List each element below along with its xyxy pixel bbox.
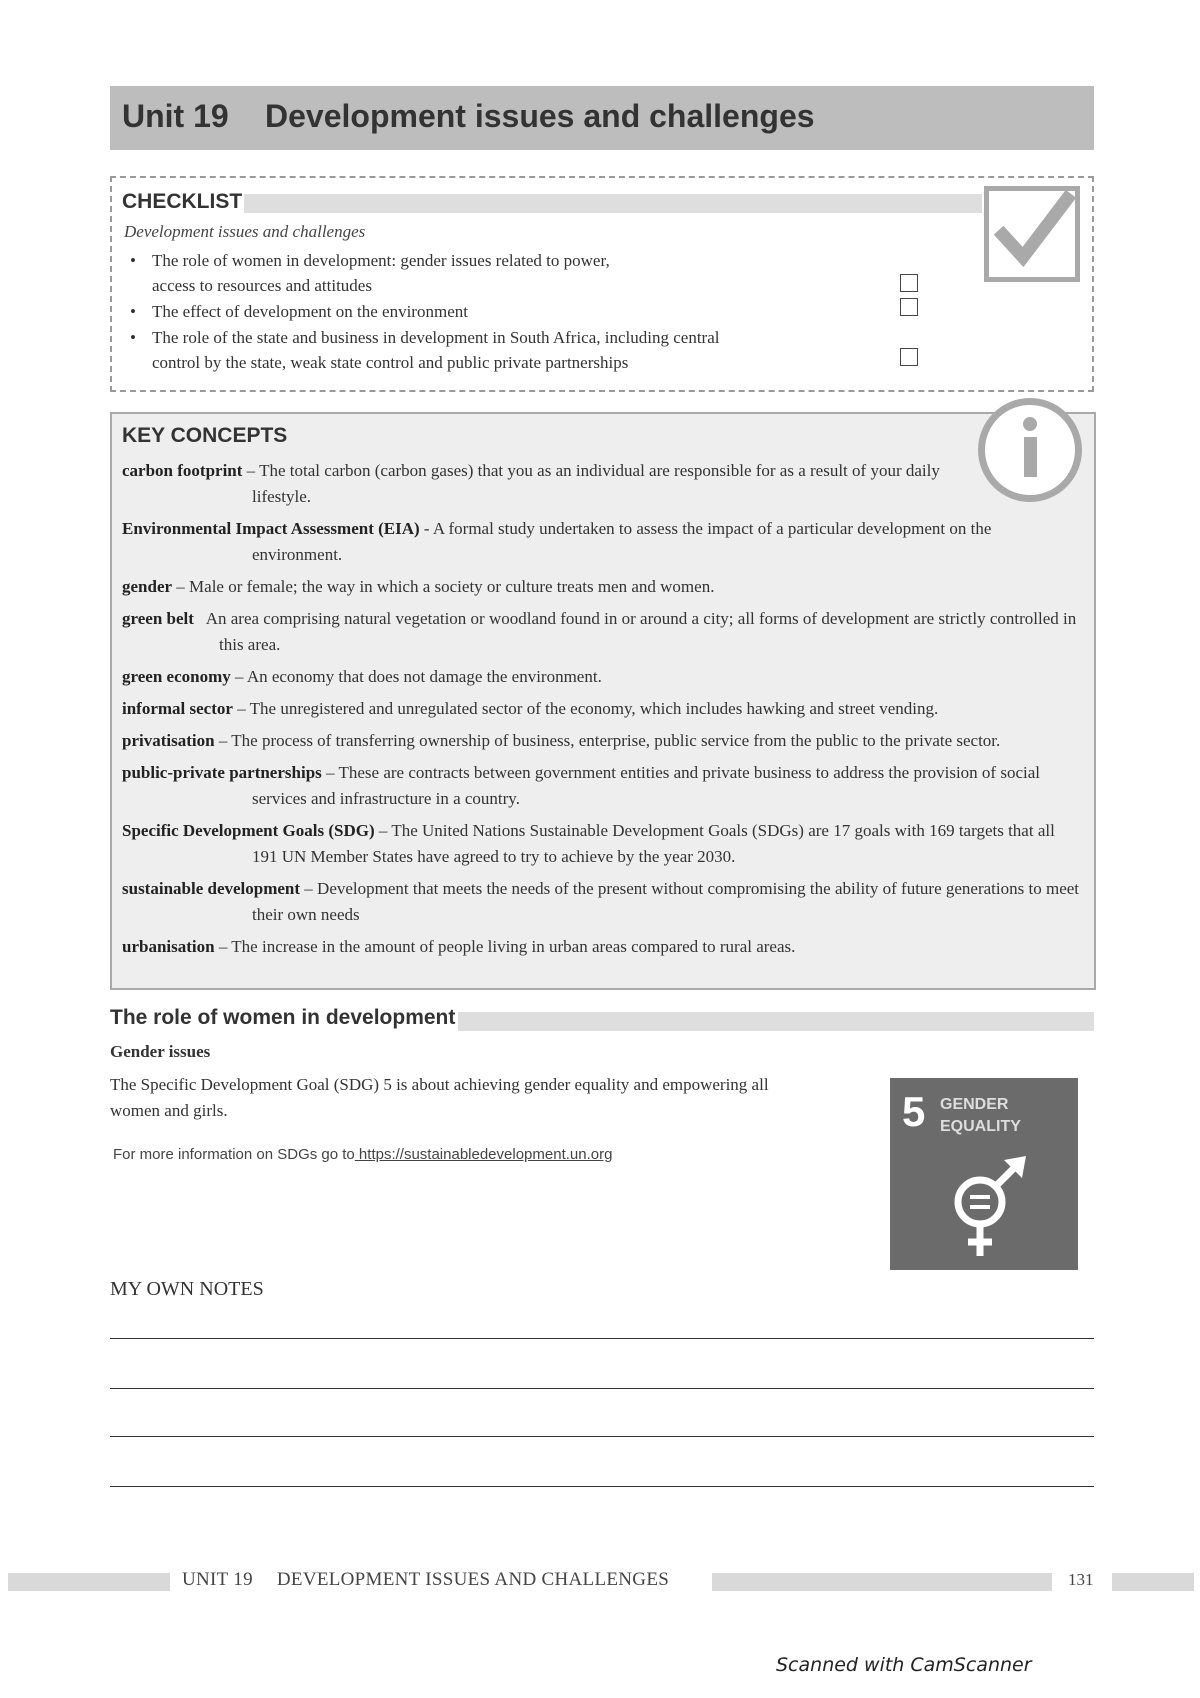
key-concept bbox=[122, 664, 1092, 690]
concept-separator: – bbox=[232, 699, 250, 718]
concept-definition: Development that meets the needs of the present without compromising the ability of future generations to meet their own needs bbox=[252, 879, 1080, 924]
key-concept bbox=[122, 696, 1092, 722]
note-line[interactable] bbox=[110, 1436, 1094, 1437]
key-concepts-box bbox=[110, 412, 1096, 990]
checklist-item-text-cont: access to resources and attitudes bbox=[152, 276, 372, 295]
note-line[interactable] bbox=[110, 1338, 1094, 1339]
women-heading-bar bbox=[458, 1012, 1094, 1031]
info-icon-dot bbox=[1023, 417, 1037, 431]
concept-term: Environmental Impact Assessment (EIA) bbox=[122, 519, 420, 538]
concept-separator: – bbox=[242, 461, 260, 480]
checklist-checkbox[interactable] bbox=[900, 274, 918, 292]
checklist-item-text: The role of the state and business in development in South Africa, including central bbox=[152, 328, 720, 347]
concept-term: privatisation bbox=[122, 731, 215, 750]
checklist-item bbox=[122, 299, 792, 324]
concept-term: public-private partnerships bbox=[122, 763, 322, 782]
concept-definition: An economy that does not damage the environment. bbox=[246, 667, 602, 686]
concept-definition: A formal study undertaken to assess the impact of a particular development on the environment. bbox=[252, 519, 992, 564]
concept-definition: An area comprising natural vegetation or woodland found in or around a city; all forms of development are strictly controlled in this area. bbox=[205, 609, 1077, 654]
concept-term: informal sector bbox=[122, 699, 233, 718]
concept-term: green economy bbox=[122, 667, 231, 686]
note-line[interactable] bbox=[110, 1486, 1094, 1487]
checkmark-box-icon bbox=[984, 186, 1080, 282]
section-heading-women: The role of women in development bbox=[110, 1006, 456, 1029]
key-concepts-heading: KEY CONCEPTS bbox=[122, 424, 288, 447]
checklist-heading-bar bbox=[244, 194, 982, 213]
concept-term: Specific Development Goals (SDG) bbox=[122, 821, 375, 840]
bullet-icon: • bbox=[130, 328, 136, 347]
key-concepts-list bbox=[122, 458, 1092, 966]
sdg-number: 5 bbox=[902, 1088, 926, 1135]
concept-separator: – bbox=[214, 937, 232, 956]
footer-unit: UNIT 19 bbox=[182, 1569, 253, 1590]
key-concept bbox=[122, 728, 1092, 754]
concept-definition: The total carbon (carbon gases) that you as an individual are responsible for as a result of your daily lifestyle. bbox=[252, 461, 940, 506]
concept-separator: – bbox=[300, 879, 318, 898]
key-concept bbox=[122, 876, 1092, 928]
scanner-watermark: Scanned with CamScanner bbox=[776, 1654, 1032, 1676]
concept-separator: – bbox=[374, 821, 392, 840]
key-concept bbox=[122, 458, 1092, 510]
footer-running-title bbox=[182, 1569, 669, 1591]
key-concept bbox=[122, 934, 1092, 960]
unit-number: Unit 19 bbox=[122, 98, 229, 134]
footer-bar-middle bbox=[712, 1573, 1052, 1591]
info-icon bbox=[978, 398, 1082, 502]
key-concept bbox=[122, 516, 1092, 568]
concept-term: gender bbox=[122, 577, 173, 596]
key-concept bbox=[122, 574, 1092, 600]
more-info-line bbox=[113, 1146, 612, 1163]
concept-separator bbox=[194, 609, 206, 628]
sdg-gender-equality-tile bbox=[890, 1078, 1078, 1270]
checklist-item-text-cont: control by the state, weak state control and public private partnerships bbox=[152, 353, 629, 372]
concept-definition: These are contracts between government entities and private business to address the provision of social services and infrastructure in a country. bbox=[252, 763, 1040, 808]
concept-separator: – bbox=[321, 763, 339, 782]
checklist-checkbox[interactable] bbox=[900, 298, 918, 316]
concept-separator: – bbox=[214, 731, 232, 750]
footer-title: DEVELOPMENT ISSUES AND CHALLENGES bbox=[276, 1569, 670, 1590]
checklist-item-text: The effect of development on the environment bbox=[152, 302, 468, 321]
concept-term: urbanisation bbox=[122, 937, 215, 956]
gender-equality-icon bbox=[938, 1152, 1038, 1262]
checklist-heading: CHECKLIST bbox=[122, 190, 243, 213]
sdg-label-line1: GENDER bbox=[940, 1096, 1009, 1113]
concept-definition: The increase in the amount of people living in urban areas compared to rural areas. bbox=[231, 937, 796, 956]
checklist-checkbox[interactable] bbox=[900, 348, 918, 366]
concept-separator: – bbox=[230, 667, 247, 686]
sdg-link[interactable]: https://sustainabledevelopment.un.org bbox=[354, 1146, 613, 1163]
bullet-icon: • bbox=[130, 251, 136, 270]
page-number: 131 bbox=[1068, 1570, 1094, 1589]
unit-title: Development issues and challenges bbox=[265, 98, 815, 134]
note-line[interactable] bbox=[110, 1388, 1094, 1389]
checklist-box bbox=[110, 176, 1094, 392]
unit-banner bbox=[110, 86, 1094, 150]
concept-term: green belt bbox=[122, 609, 194, 628]
concept-separator: – bbox=[172, 577, 190, 596]
concept-definition: The process of transferring ownership of business, enterprise, public service from the public to the private sector. bbox=[231, 731, 1001, 750]
concept-term: sustainable development bbox=[122, 879, 301, 898]
key-concept bbox=[122, 606, 1092, 658]
concept-separator: - bbox=[419, 519, 433, 538]
sdg-label bbox=[940, 1094, 1060, 1138]
footer-bar-right bbox=[1112, 1573, 1194, 1591]
concept-definition: Male or female; the way in which a society or culture treats men and women. bbox=[189, 577, 715, 596]
bullet-icon: • bbox=[130, 302, 136, 321]
checklist-subtitle: Development issues and challenges bbox=[124, 222, 366, 241]
info-icon-stem bbox=[1024, 437, 1037, 477]
concept-definition: The United Nations Sustainable Development Goals (SDGs) are 17 goals with 169 targets that all 191 UN Member States have agreed to try to achieve by the year 2030. bbox=[252, 821, 1055, 866]
checklist-items bbox=[122, 248, 1022, 376]
concept-term: carbon footprint bbox=[122, 461, 243, 480]
checklist-item bbox=[122, 248, 792, 298]
concept-definition: The unregistered and unregulated sector of the economy, which includes hawking and street vending. bbox=[249, 699, 939, 718]
notes-heading: MY OWN NOTES bbox=[110, 1278, 264, 1300]
checklist-item bbox=[122, 325, 872, 375]
gender-paragraph: The Specific Development Goal (SDG) 5 is about achieving gender equality and empowering all women and girls. bbox=[110, 1075, 769, 1120]
checklist-item-text: The role of women in development: gender issues related to power, bbox=[152, 251, 610, 270]
subheading-gender-issues: Gender issues bbox=[110, 1042, 211, 1061]
key-concept bbox=[122, 818, 1092, 870]
more-info-text: For more information on SDGs go to bbox=[113, 1146, 355, 1163]
key-concept bbox=[122, 760, 1092, 812]
footer-bar-left bbox=[8, 1573, 170, 1591]
sdg-label-line2: EQUALITY bbox=[940, 1118, 1021, 1135]
